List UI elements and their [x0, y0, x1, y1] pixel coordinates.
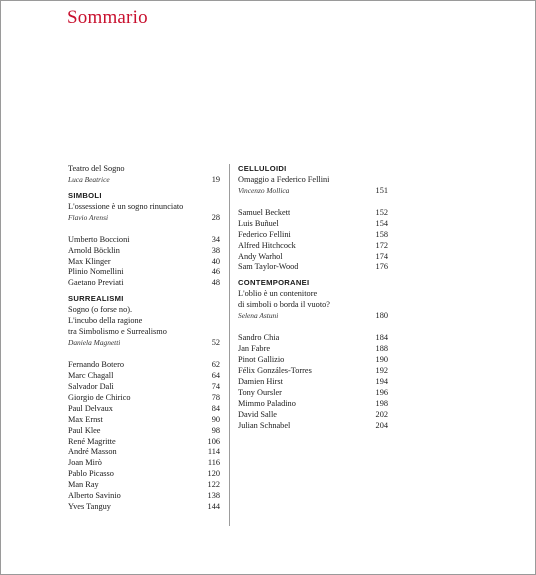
- page-number: 158: [375, 229, 388, 239]
- entry-title: Sam Taylor-Wood: [238, 262, 299, 272]
- toc-entry: [68, 316, 220, 327]
- page-number: 106: [207, 436, 220, 446]
- entry-title: Tony Oursler: [238, 387, 282, 397]
- toc-author-line: [68, 338, 220, 349]
- page-number: 202: [375, 409, 388, 419]
- page-number: 98: [211, 425, 220, 435]
- toc-entry: [238, 355, 388, 366]
- entry-title: Teatro del Sogno: [68, 164, 125, 173]
- page-number: 180: [375, 311, 388, 321]
- page-number: 90: [211, 414, 220, 424]
- page-number: 194: [375, 376, 388, 386]
- page-number: 172: [375, 240, 388, 250]
- page-number: 176: [375, 262, 388, 272]
- page-number: 120: [207, 469, 220, 479]
- toc-entry: [68, 426, 220, 437]
- spacer: [238, 322, 388, 333]
- toc-entry: [238, 421, 388, 432]
- toc-entry: [68, 257, 220, 268]
- entry-title: Jan Fabre: [238, 344, 271, 353]
- toc-entry: [238, 300, 388, 311]
- toc-entry: [238, 252, 388, 263]
- toc-entry: [68, 278, 220, 289]
- toc-entry: [68, 458, 220, 469]
- toc-entry: [68, 235, 220, 246]
- entry-title: Pablo Picasso: [68, 469, 114, 479]
- page-number: 192: [375, 365, 388, 375]
- entry-title: Julian Schnabel: [238, 420, 291, 430]
- toc-entry: [68, 267, 220, 278]
- spacer: [68, 349, 220, 360]
- toc-entry: [238, 208, 388, 219]
- toc-entry: [68, 415, 220, 426]
- page-number: 188: [375, 344, 388, 353]
- entry-title: Andy Warhol: [238, 251, 283, 261]
- toc-entry: [68, 327, 220, 338]
- section-heading: SURREALISMI: [68, 294, 124, 304]
- entry-title: André Masson: [68, 447, 117, 457]
- toc-entry: [68, 469, 220, 480]
- section-heading: CELLULOIDI: [238, 164, 287, 173]
- entry-title: David Salle: [238, 409, 277, 419]
- page-number: 138: [207, 491, 220, 501]
- entry-title: Luis Buñuel: [238, 218, 279, 228]
- section-heading: SIMBOLI: [68, 190, 102, 200]
- toc-entry: [68, 437, 220, 448]
- entry-title: Paul Delvaux: [68, 403, 113, 413]
- entry-title: L'oblio è un contenitore: [238, 289, 318, 299]
- toc-entry: [238, 344, 388, 355]
- entry-title: Plinio Nomellini: [68, 267, 124, 277]
- toc-entry: [68, 404, 220, 415]
- toc-entry: [238, 289, 388, 300]
- toc-entry: [68, 164, 220, 175]
- page-number: 52: [211, 338, 220, 348]
- spacer: [238, 197, 388, 208]
- entry-title: Man Ray: [68, 480, 99, 490]
- entry-title: René Magritte: [68, 436, 116, 446]
- toc-entry: [68, 502, 220, 513]
- toc-entry: [238, 230, 388, 241]
- entry-title: Sandro Chia: [238, 333, 280, 343]
- toc-right-column: [238, 164, 388, 432]
- page-number: 64: [211, 370, 220, 380]
- entry-title: Sogno (o forse no).: [68, 305, 133, 315]
- entry-title: Alberto Savinio: [68, 491, 121, 501]
- toc-entry: [68, 393, 220, 404]
- entry-title: Giorgio de Chirico: [68, 392, 131, 402]
- toc-entry: [68, 202, 220, 213]
- entry-title: Umberto Boccioni: [68, 234, 130, 244]
- author-name: Daniela Magnetti: [68, 338, 121, 348]
- toc-entry: [238, 410, 388, 421]
- page-number: 184: [375, 333, 388, 343]
- toc-entry: [238, 366, 388, 377]
- author-name: Selena Astuni: [238, 311, 279, 321]
- page-number: 84: [211, 403, 220, 413]
- entry-title: L'incubo della ragione: [68, 316, 143, 326]
- page-number: 34: [211, 234, 220, 244]
- spacer: [68, 224, 220, 235]
- toc-entry: [68, 480, 220, 491]
- page-number: 78: [211, 392, 220, 402]
- page-number: 28: [211, 212, 220, 222]
- toc-author-line: [68, 213, 220, 224]
- section-heading: CONTEMPORANEI: [238, 278, 310, 288]
- entry-title: Federico Fellini: [238, 229, 291, 239]
- page-number: 174: [375, 251, 388, 261]
- entry-title: Arnold Böcklin: [68, 245, 120, 255]
- toc-entry: [238, 333, 388, 344]
- page-number: 198: [375, 398, 388, 408]
- toc-entry: [238, 399, 388, 410]
- entry-title: Yves Tanguy: [68, 502, 111, 512]
- page-number: 116: [207, 458, 220, 468]
- toc-entry: [68, 360, 220, 371]
- page-number: 19: [211, 174, 220, 184]
- entry-title: L'ossessione è un sogno rinunciato: [68, 201, 184, 211]
- entry-title: Marc Chagall: [68, 370, 114, 380]
- page-number: 38: [211, 245, 220, 255]
- toc-entry: [238, 241, 388, 252]
- toc-entry: [68, 305, 220, 316]
- entry-title: Damien Hirst: [238, 376, 283, 386]
- page-number: 190: [375, 354, 388, 364]
- page-number: 122: [207, 480, 220, 490]
- toc-author-line: [238, 311, 388, 322]
- page-number: 62: [211, 359, 220, 369]
- page-number: 40: [211, 256, 220, 266]
- author-name: Vincenzo Mollica: [238, 185, 290, 195]
- page-number: 114: [207, 447, 220, 457]
- toc-entry: [238, 219, 388, 230]
- toc-entry: [68, 447, 220, 458]
- toc-author-line: [68, 175, 220, 186]
- entry-title: Paul Klee: [68, 425, 101, 435]
- toc-entry: [68, 246, 220, 257]
- entry-title: Samuel Beckett: [238, 207, 291, 217]
- page-title: Sommario: [67, 7, 148, 28]
- page-number: 196: [375, 387, 388, 397]
- entry-title: Max Ernst: [68, 414, 103, 424]
- entry-title: Gaetano Previati: [68, 278, 124, 288]
- page-number: 154: [375, 218, 388, 228]
- page-number: 46: [211, 267, 220, 277]
- page-number: 144: [207, 502, 220, 512]
- entry-title: Salvador Dalì: [68, 381, 114, 391]
- page-number: 152: [375, 207, 388, 217]
- page-number: 204: [375, 420, 388, 430]
- entry-title: Mimmo Paladino: [238, 398, 296, 408]
- entry-title: Omaggio a Federico Fellini: [238, 174, 330, 184]
- toc-left-column: [68, 164, 220, 513]
- entry-title: Félix Gonzáles-Torres: [238, 365, 312, 375]
- page-number: 151: [375, 185, 388, 195]
- toc-entry: [68, 382, 220, 393]
- author-name: Luca Beatrice: [68, 174, 110, 184]
- toc-entry: [238, 388, 388, 399]
- toc-entry: [238, 175, 388, 186]
- toc-author-line: [238, 186, 388, 197]
- toc-entry: [68, 491, 220, 502]
- entry-title: Alfred Hitchcock: [238, 240, 296, 250]
- toc-entry: [68, 371, 220, 382]
- toc-entry: [238, 377, 388, 388]
- entry-title: Max Klinger: [68, 256, 111, 266]
- column-divider: [229, 164, 230, 526]
- page-number: 48: [211, 278, 220, 288]
- page-number: 74: [211, 381, 220, 391]
- entry-title: Pinot Gallizio: [238, 354, 285, 364]
- author-name: Flavio Arensi: [68, 212, 109, 222]
- entry-title: tra Simbolismo e Surrealismo: [68, 327, 167, 337]
- toc-entry: [238, 262, 388, 273]
- entry-title: Fernando Botero: [68, 359, 124, 369]
- entry-title: Joan Mirò: [68, 458, 102, 468]
- entry-title: di simboli o borda il vuoto?: [238, 300, 330, 310]
